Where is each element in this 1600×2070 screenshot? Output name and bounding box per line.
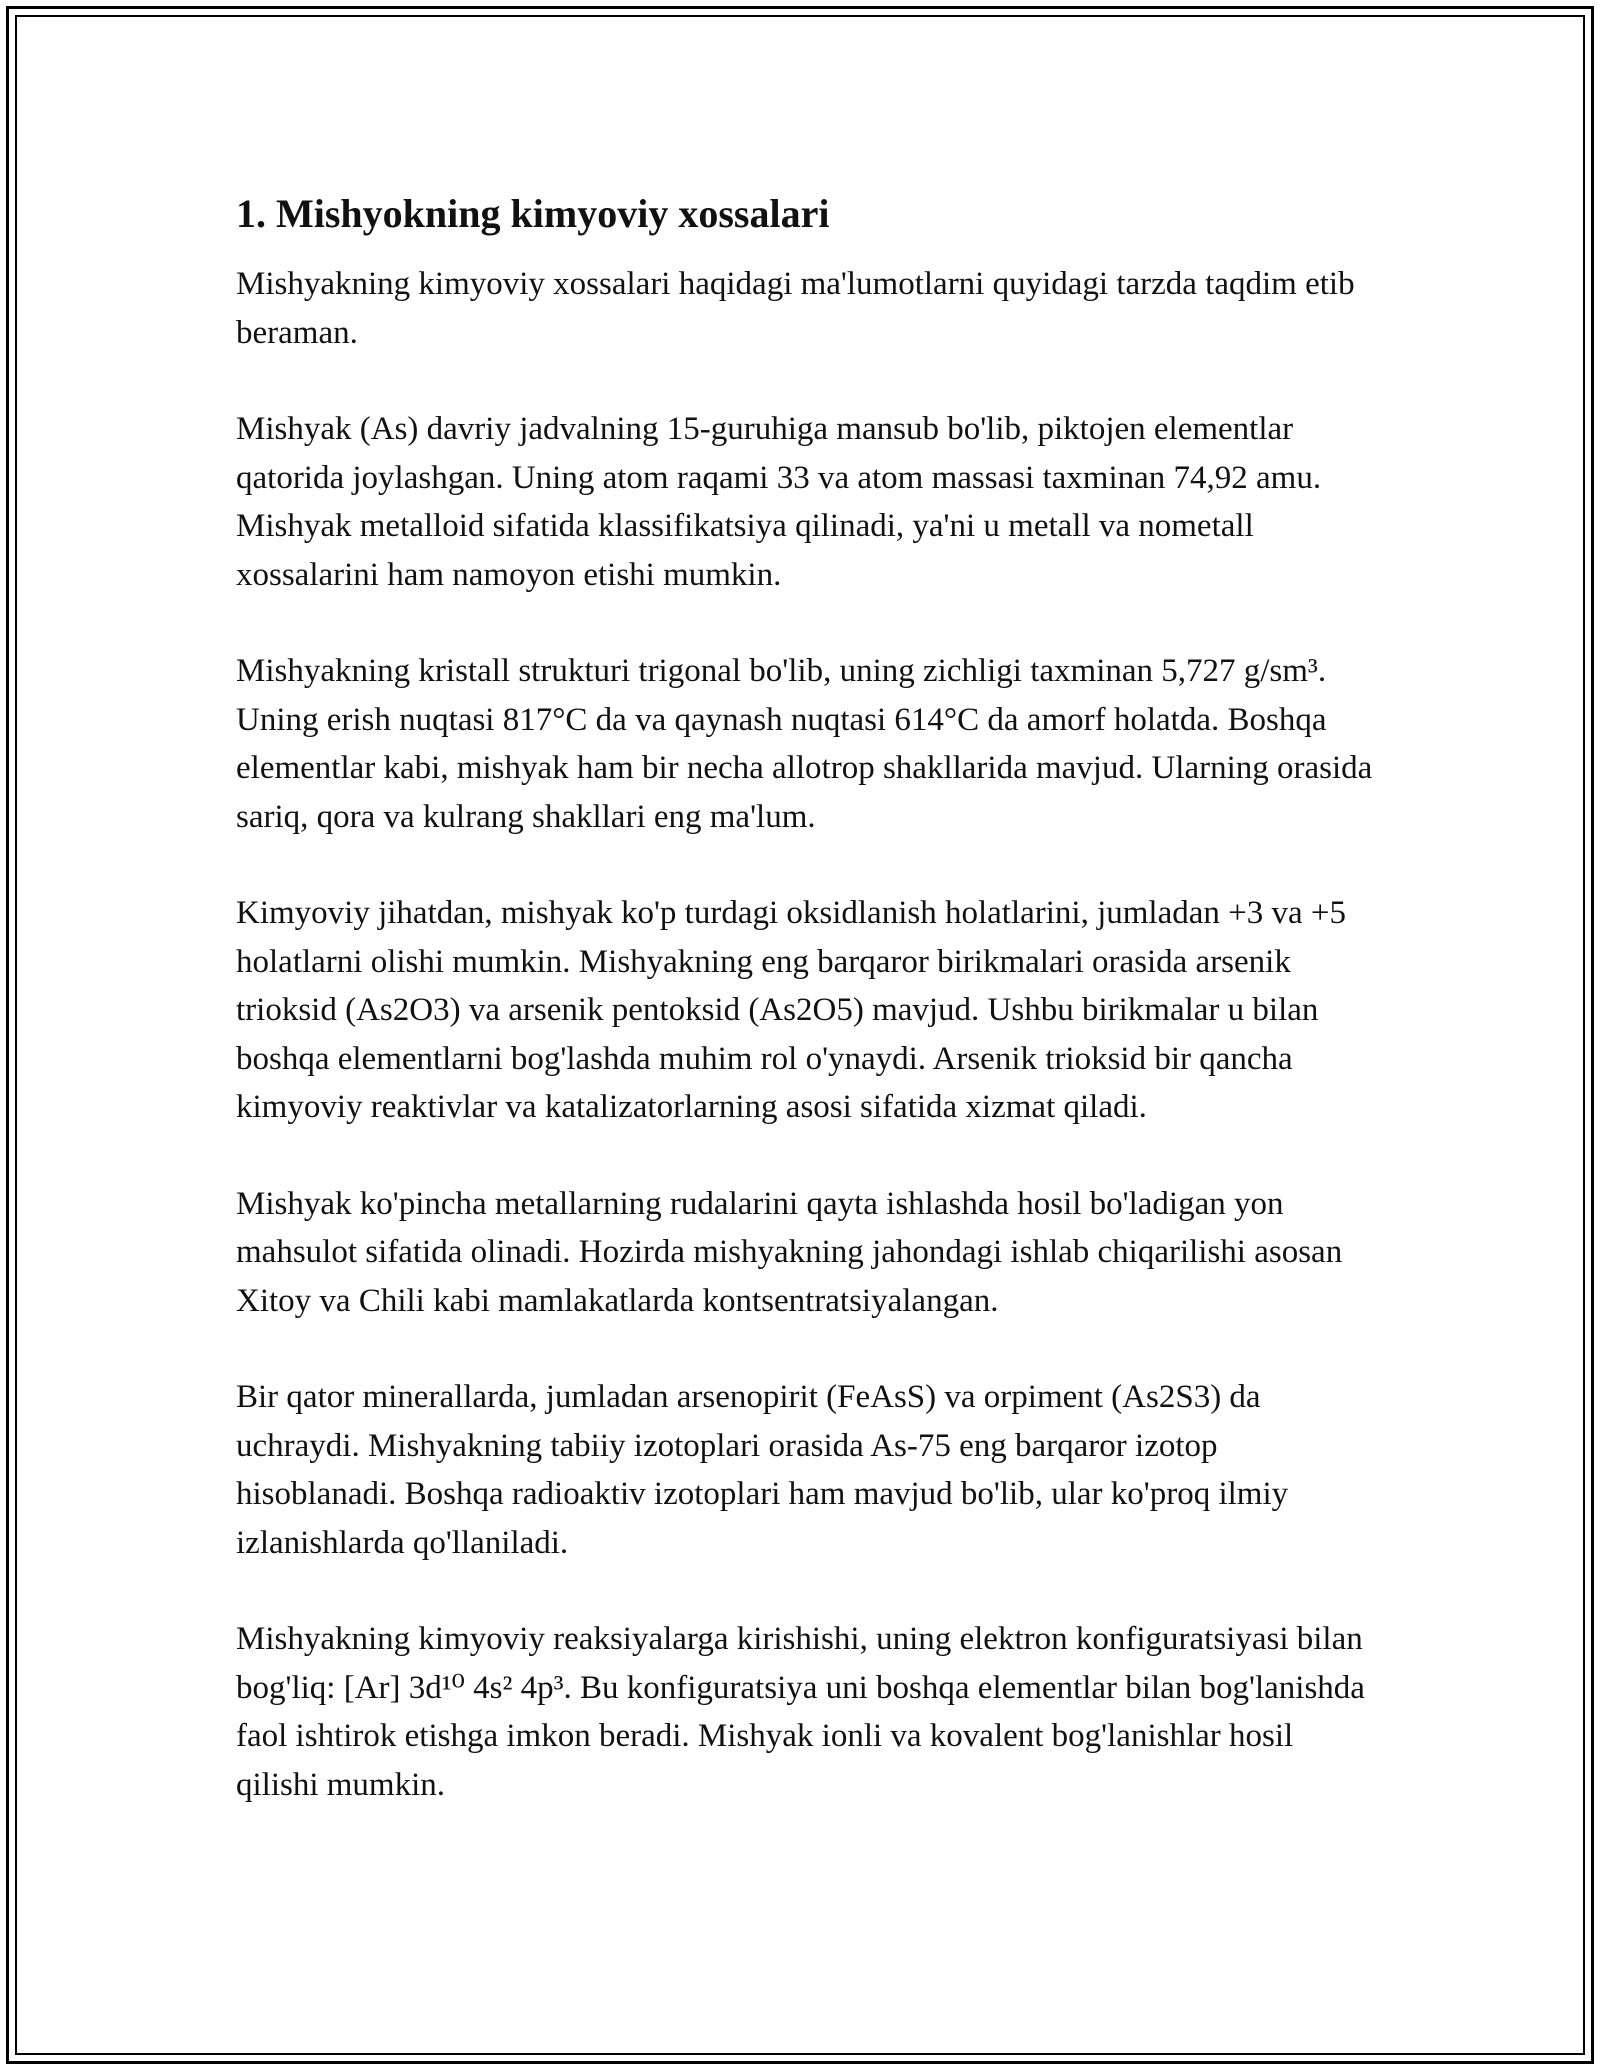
paragraph-electron-configuration: Mishyakning kimyoviy reaksiyalarga kirishishi, uning elektron konfiguratsiyasi bilan bog'liq: [Ar] 3d¹⁰ 4s² 4p³. Bu konfiguratsiya uni boshqa elementlar bilan bog'lanishda faol ishtirok etishga imkon beradi. Mishyak ionli va kovalent bog'lanishlar hosil qilishi mumkin.	[236, 1621, 1365, 1803]
paragraph-oxidation-states: Kimyoviy jihatdan, mishyak ko'p turdagi oksidlanish holatlarini, jumladan +3 va +5 holatlarni olishi mumkin. Mishyakning eng barqaror birikmalari orasida arsenik trioksid (As2O3) va arsenik pentoksid (As2O5) mavjud. Ushbu birikmalar u bilan boshqa elementlarni bog'lashda muhim rol o'ynaydi. Arsenik trioksid bir qancha kimyoviy reaktivlar va katalizatorlarning asosi sifatida xizmat qiladi.	[236, 895, 1347, 1125]
document-body	[236, 190, 1376, 1809]
paragraph-intro: Mishyakning kimyoviy xossalari haqidagi ma'lumotlarni quyidagi tarzda taqdim etib beraman.	[236, 266, 1355, 351]
paragraph-atomic-properties: Mishyak (As) davriy jadvalning 15-guruhiga mansub bo'lib, piktojen elementlar qatorida joylashgan. Uning atom raqami 33 va atom massasi taxminan 74,92 amu. Mishyak metalloid sifatida klassifikatsiya qilinadi, ya'ni u metall va nometall xossalarini ham namoyon etishi mumkin.	[236, 411, 1322, 593]
document-title: 1. Mishyokning kimyoviy xossalari	[236, 191, 830, 236]
paragraph-production: Mishyak ko'pincha metallarning rudalarini qayta ishlashda hosil bo'ladigan yon mahsulot sifatida olinadi. Hozirda mishyakning jahondagi ishlab chiqarilishi asosan Xitoy va Chili kabi mamlakatlarda kontsentratsiyalangan.	[236, 1185, 1343, 1319]
paragraph-crystal-structure: Mishyakning kristall strukturi trigonal bo'lib, uning zichligi taxminan 5,727 g/sm³. Uning erish nuqtasi 817°C da va qaynash nuqtasi 614°C da amorf holatda. Boshqa elementlar kabi, mishyak ham bir necha allotrop shakllarida mavjud. Ularning orasida sariq, qora va kulrang shakllari eng ma'lum.	[236, 653, 1373, 835]
paragraph-minerals-isotopes: Bir qator minerallarda, jumladan arsenopirit (FeAsS) va orpiment (As2S3) da uchraydi. Mishyakning tabiiy izotoplari orasida As-75 eng barqaror izotop hisoblanadi. Boshqa radioaktiv izotoplari ham mavjud bo'lib, ular ko'proq ilmiy izlanishlarda qo'llaniladi.	[236, 1379, 1289, 1561]
